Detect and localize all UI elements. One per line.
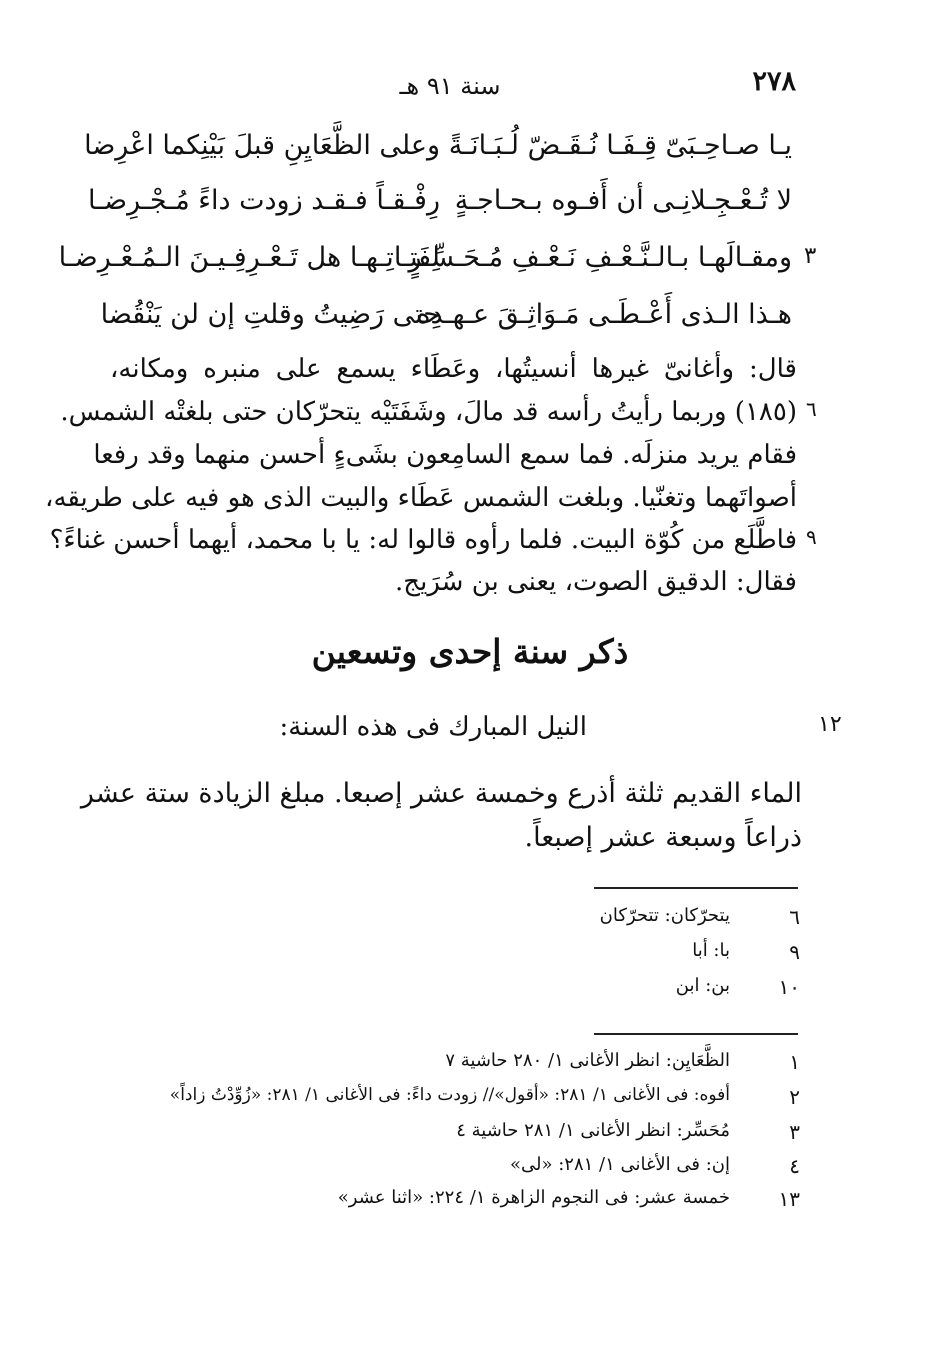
nile-line: ذراعاً وسبعة عشر إصبعاً. bbox=[524, 822, 802, 853]
line-number: ٣ bbox=[804, 243, 817, 269]
verse-second-hemistich: حتى رَضِيتُ وقلتِ إن لن يَنْقُضا bbox=[100, 299, 440, 330]
verse-second-hemistich: لِفَتـاتِـهـا هل تَـعْـرِفِـيـنَ الـمُـعْـرِضـا bbox=[58, 242, 440, 273]
footnote-number: ٤ bbox=[789, 1154, 800, 1178]
paragraph-line: قال: وأغانىّ غيرها أنسيتُها، وعَطَاء يسمع على منبره ومكانه، bbox=[110, 354, 797, 384]
footnote-text: إن: فى الأغانى ١/ ٢٨١: «لى» bbox=[509, 1154, 730, 1175]
footnote-number: ٣ bbox=[789, 1120, 800, 1144]
verse-first-hemistich: هـذا الـذى أَعْـطَـى مَـوَاثِـقَ عـهـدِه bbox=[416, 299, 792, 330]
variant-number: ١٠ bbox=[778, 975, 800, 999]
paragraph-line: (١٨٥) وربما رأيتُ رأسه قد مالَ، وشَفَتَيْه يتحرّكان حتى بلغتْه الشمس. bbox=[60, 397, 797, 427]
footnote-text: أفوه: فى الأغانى ١/ ٢٨١: «أقول»// زودت داءً: فى الأغانى ١/ ٢٨١: «زُوِّدْتُ زاداً» bbox=[169, 1085, 730, 1105]
line-number: ٩ bbox=[806, 525, 817, 549]
footnote-number: ٢ bbox=[789, 1085, 800, 1109]
footnote-rule bbox=[594, 1033, 798, 1035]
nile-heading: النيل المبارك فى هذه السنة: bbox=[279, 712, 587, 742]
verse-first-hemistich: ومقـالَهـا بـالـنَّـعْـفِ نَـعْـفِ مُـحَـسِّـرٍ bbox=[408, 242, 792, 273]
verse-first-hemistich: يـا صـاحِـبَىّ قِـفَـا نُـقَـضّ لُـبَـانَـةً bbox=[448, 130, 792, 161]
line-number: ٦ bbox=[806, 397, 817, 421]
page-number: ٢٧٨ bbox=[752, 66, 796, 97]
variant-text: با: أبا bbox=[692, 940, 730, 961]
running-header-year: سنة ٩١ هـ bbox=[399, 72, 501, 100]
variant-text: يتحرّكان: تتحرّكان bbox=[599, 905, 730, 926]
footnote-text: مُحَسِّر: انظر الأغانى ١/ ٢٨١ حاشية ٤ bbox=[456, 1120, 730, 1141]
nile-line: الماء القديم ثلثة أذرع وخمسة عشر إصبعا. مبلغ الزيادة ستة عشر bbox=[80, 778, 802, 809]
variant-number: ٩ bbox=[789, 940, 800, 964]
verse-first-hemistich: لا تُـعْـجِـلانِـى أن أَفـوه بـحـاجـةٍ bbox=[454, 185, 792, 216]
variant-text: بن: ابن bbox=[675, 975, 730, 996]
footnote-text: الظَّعَايِن: انظر الأغانى ١/ ٢٨٠ حاشية ٧ bbox=[445, 1050, 730, 1071]
section-title: ذكر سنة إحدى وتسعين bbox=[311, 632, 629, 671]
paragraph-line: فاطَّلَع من كُوّة البيت. فلما رأوه قالوا له: يا با محمد، أيهما أحسن غناءً؟ bbox=[49, 525, 797, 555]
apparatus-rule bbox=[594, 887, 798, 889]
line-number: ١٢ bbox=[818, 712, 842, 737]
paragraph-line: أصواتَهما وتغنّيا. وبلغت الشمس عَطَاء والبيت الذى هو فيه على طريقه، bbox=[45, 483, 797, 513]
variant-number: ٦ bbox=[789, 905, 800, 929]
paragraph-line: فقال: الدقيق الصوت، يعنى بن سُرَيج. bbox=[395, 567, 797, 597]
paragraph-line: فقام يريد منزلَه. فما سمع السامِعون بشَىءٍ أحسن منهما وقد رفعا bbox=[93, 440, 797, 470]
footnote-text: خمسة عشر: فى النجوم الزاهرة ١/ ٢٢٤: «اثنا عشر» bbox=[337, 1187, 730, 1208]
footnote-number: ١ bbox=[789, 1050, 800, 1074]
verse-second-hemistich: وعلى الظَّعَايِنِ قبلَ بَيْنِكما اعْرِضا bbox=[84, 130, 440, 161]
verse-second-hemistich: رِفْـقـاً فـقـد زودت داءً مُـجْـرِضـا bbox=[88, 185, 440, 216]
footnote-number: ١٣ bbox=[778, 1187, 800, 1211]
